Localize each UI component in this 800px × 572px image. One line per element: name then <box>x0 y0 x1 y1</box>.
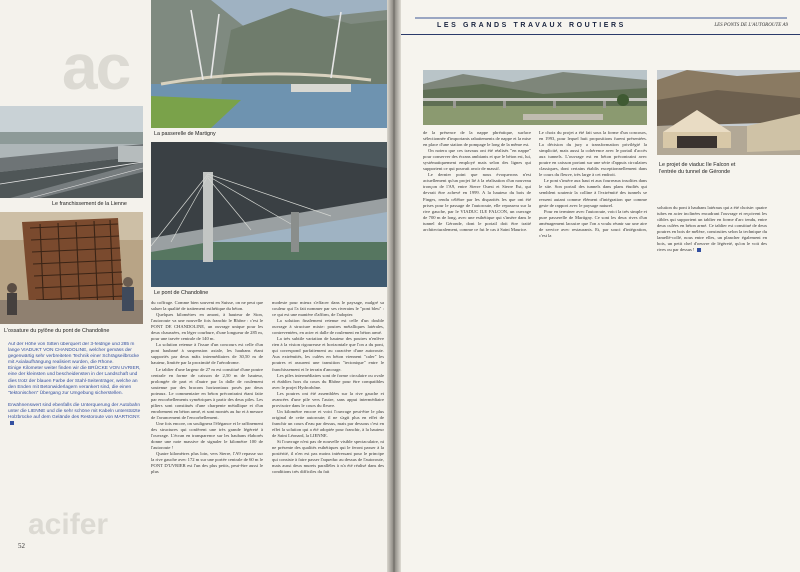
lp-b-p7: Si l'ouvrage n'est pas de nouvelle visible spectaculaire, ni ne présente des qualités esthétiques qui le feront passer à la postérité, il n'en est pas moins intéressant pour le principe qui consiste à faire passer l'aqueduc au dessus de l'autoroute, mais aussi deux murets parallèles à n'a été réalisé dans des conditions très difficiles du fait <box>272 439 384 475</box>
left-column-a <box>151 300 263 555</box>
lp-a-p1: du coffrage. Comme bien souvent en Suisse, on ne peut que saluer la qualité de traitement esthétique du béton. <box>151 300 263 312</box>
german-summary <box>8 342 141 492</box>
watermark-bottom: acifer <box>28 508 109 541</box>
photo-chandoline <box>151 142 387 287</box>
rp-a-p2: On notera que ces travaux ont été réalisés "en nappe" pour conserver des écrans ambiants et que le béton est, lui, systématiquement employé mais selon des lignes qui supportent ce qui pouvait avoir de massif. <box>423 148 531 172</box>
caption-viaduct: Le projet de viaduc Ile Falcon et l'entrée du tunnel de Géronde <box>659 162 736 175</box>
lp-b-p1: modeste pour mieux s'effacer dans le paysage, malgré sa couleur qui l'a fait nommer par ses riverains le "pont bleu" : ce qui est une manière d'affirm, de l'adopter. <box>272 300 384 318</box>
chandoline-image <box>151 142 387 287</box>
rp-c-p1 <box>657 205 767 253</box>
watermark-top: ac <box>62 31 130 103</box>
caption-chandoline: Le pont de Chandoline <box>154 290 209 296</box>
right-page <box>401 0 800 572</box>
photo-pylone <box>0 212 143 324</box>
header-bar <box>415 17 787 19</box>
lp-b-p2: La solution finalement retenue est celle d'un double ouvrage à structure mixte: poutres métalliques latérales, contreventées, en acier et dalle de roulement en béton armé. <box>272 318 384 336</box>
lp-a-p3: La solution retenue à l'issue d'un concours est celle d'un pont haubané à suspension axiale, les haubans étant supportés par deux mâts intermédiaires de 30,50 m de hauteur, limitée par la proximité de l'aérodrome. <box>151 342 263 366</box>
photo-lienne <box>0 106 143 198</box>
lp-b-p6: Un kilomètre encore et voici l'ouvrage peut-être le plus original de cette autoroute; il ne s'agit plus en effet de franchir un cours d'eau par dessus, mais par dessous c'est en effet la solution qui a été adoptée pour franchir, à la hauteur de Saint Léonard, la LIENNE. <box>272 408 384 439</box>
lienne-image <box>0 106 143 198</box>
lp-b-p5: Les poutres ont été assemblées sur la rive gauche et avancées d'une pile vers l'autre, sans appui intermédiaire provisoire dans le cours du fleuve. <box>272 390 384 408</box>
right-column-b <box>539 130 647 270</box>
rp-b-p1: Le choix du projet a été fait sous la forme d'un concours, en 1993, pour lequel huit propositions furent présentées. La décision du jury a transformation privilégié la simplicité, mais aussi la cohérence avec le portail d'accès aux tunnels. L'ouvrage est en béton précontraint avec poutre en caisson portant sur une série d'appuis circulaires classiques, dont certains établis exceptionnellement dans le cours du fleuve, très large à cet endroit. <box>539 130 647 178</box>
highway-valley-image <box>423 70 647 125</box>
caption-lienne: Le franchissement de la Lienne <box>52 201 127 207</box>
right-column-c <box>657 205 767 275</box>
caption-martigny: La passerelle de Martigny <box>154 131 216 137</box>
german-end-text: Erwähnenswert sind ebenfalls die Unterquerung der Autobahn unter die LIENNE und die sehr schöne mit Kabeln unterstützte Holzbrücke auf dem Gelände des Restoroute von MARTIGNY. <box>8 402 141 421</box>
header-rule <box>401 34 800 35</box>
german-paragraph-end <box>8 403 141 428</box>
end-square-icon-right <box>697 248 701 252</box>
caption-pylone: L'ossature du pylône du pont de Chandoline <box>4 328 110 334</box>
photo-martigny <box>151 0 387 128</box>
photo-tunnel <box>657 70 800 155</box>
header-section: LES PONTS DE L'AUTOROUTE A9 <box>714 23 788 28</box>
right-column-a <box>423 130 531 270</box>
rp-a-p3: Le dernier point que nous évoquerons n'est actuellement qu'un projet lié à la réalisation d'un nouveau tronçon de l'A9, entre Sierre Ouest et Sierre Est, qui devrait être achevé en 1999. A la hauteur du bois de Finges, rendu célèbre par les disparités les que ont été prises pour le passage de l'autoroute, elle repassera sur la rive gauche, par le VIADUC ILE FALCON, un ouvrage de 700 m de long, avec une esthétique qui s'insère dans le tunnel de Géronde, dont le portail doit être traité architecturalement, comme ce fut le cas à Saint Maurice. <box>423 172 531 232</box>
page-gutter <box>387 0 401 572</box>
lp-b-p4: Les piles intermédiaires sont de forme circulaire ou ovale et établies hors du cours du Rhône pour être compatibles avec le projet Hydrorhône. <box>272 372 384 390</box>
rp-b-p3: Pour en terminer avec l'autoroute, voici la très simple et pure passerelle de Martigny. Ce sont les deux rives d'un aménagement lacustre que l'on a voulu réunir sur une aire de service avec restaurants. Et, par souci d'intégration, c'est la <box>539 208 647 238</box>
header-title: LES GRANDS TRAVAUX ROUTIERS <box>437 22 626 29</box>
pylone-image <box>0 212 143 324</box>
page-number-left: 52 <box>18 542 25 550</box>
photo-highway-valley <box>423 70 647 125</box>
lp-a-p6: Quatre kilomètres plus loin, vers Sierre, l'A9 repasse sur la rive gauche avec 172 m sur une portée centrale de 60 m le PONT D'UVRIER est l'un des plus petits, peut-être aussi le plus <box>151 451 263 475</box>
left-page <box>0 0 393 572</box>
lp-b-p3: La très subtile variation de hauteur des poutres n'enlève rien à la vision rigoureuse et horizontale que l'on a du pont, qui correspond parfaitement au caractère d'une autoroute. Aux extrémités, les culées en béton viennent "caler" les poutres et assurent une transition "tectonique" entre le franchissement et le terrain d'ancrage. <box>272 336 384 372</box>
martigny-image <box>151 0 387 128</box>
german-paragraph: Auf der Höhe von Sitten überquert der 3-feldrige und 285 m lange VIADUKT VON CHANDOLINE, welcher gemäss der gegenwärtig sehr verbreiteten Technik einer Schrägseilbrücke mit Axialaufhängung realisiert wurden, die Rhone. Einige Kilometer weiter finden wir die BRÜCKE VON UVRIER, eine der kleinsten und bescheidensten in der Landschaft und dies trotz der blauen Farbe der Stahl-Seitenträger, welche an den Enden mit Betonwiderlagern verankert sind, die einen "tektonischen" Übergang zur Umgebung sicherstellen. <box>8 342 141 396</box>
lp-a-p4: Le tablier d'une largeur de 27 m est constitué d'une poutre centrale en forme de caisson de 2,50 m de hauteur, prolongée de part et d'autre par la dalle de roulement soutenue par des bracons horizontaux posés par deux poteaux. Le commentaire en béton précontraint étant faite par encorbellements symétriques à partir des deux piles. Les piliers sont constitués d'une charpente métallique et d'un enrobement en béton armé, et sont montés au fur et à mesure de l'avancement de l'encorbellement. <box>151 366 263 420</box>
rp-b-p2: Le pont s'insère aux haut et aux fourreaux insolites dans le site. Son portail des tunnels dans plans étudiés qui semblent soutenir la colline à l'extrémité des tunnels se ressent autant comme élément d'intégration que comme geste de rapport avec le paysage naturel. <box>539 178 647 208</box>
lp-a-p2: Quelques kilomètres en amont, à hauteur de Sion, l'autoroute va une nouvelle fois franchir le Rhône : c'est le PONT DE CHANDOLINE, un ouvrage unique pour les deux chaussées, en léger courbure, d'une longueur de 285 m, pour une travée centrale de 140 m. <box>151 312 263 342</box>
left-column-b <box>272 300 384 555</box>
rp-a-p1: de la présence de la nappe phréatique, surface sélectionnée d'importants rabattements de nappe et la mise en place d'une station de pompage le long de la même est. <box>423 130 531 148</box>
end-square-icon <box>10 421 14 425</box>
lp-a-p5: Une fois encore, on soulignera l'élégance et le raffinement des structures qui confèrent une très grande légèreté à l'ouvrage. L'écran en transparence sur les haubans élaborés donne une note massive de signaler le kilomètre 100 de l'autoroute ! <box>151 420 263 451</box>
tunnel-image <box>657 70 800 155</box>
rp-c-text: solution du pont à haubans latéraux qui a été choisie: quatre tubes en acier inclinées encadrant l'ouvrage et reçoivent les câbles qui supportent un tablier en forme d'arc tendu, entre deux culées en béton armé. Ce tablier est constitué de deux poutres en bois de mélèze, construites selon la technique du lamellé-collé, nous entre elles, un plancher également en bois, un petit chef d'oeuvre de légèreté, qu'on le voit des rives ou par dessus ! <box>657 205 767 253</box>
